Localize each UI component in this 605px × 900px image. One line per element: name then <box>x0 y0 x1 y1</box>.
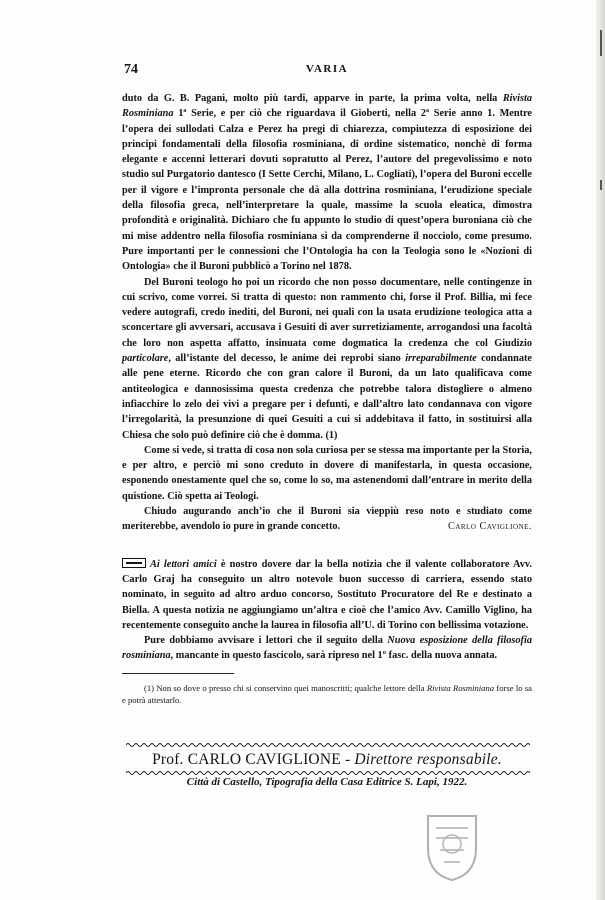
editor-line: Prof. CARLO CAVIGLIONE - Direttore responsabile. <box>152 751 502 768</box>
wavy-rule-top <box>126 742 530 748</box>
printer-imprint: Città di Castello, Tipografia della Casa Editrice S. Lapi, 1922. <box>186 776 468 788</box>
footnote-rule <box>122 673 234 674</box>
page-header <box>124 62 530 80</box>
editor-name: Prof. CARLO CAVIGLIONE <box>152 751 341 768</box>
edge-mark <box>600 30 602 56</box>
running-title: VARIA <box>305 63 349 75</box>
spacer <box>122 535 532 557</box>
editor-role: Direttore responsabile. <box>354 751 502 768</box>
footnote: (1) Non so dove o presso chi si conservino quei manoscritti; qualche lettore della Rivista Rosminiana forse lo sa e potrà attestarlo. <box>122 682 532 706</box>
journal-title: Rivista Rosminiana <box>122 93 532 120</box>
article-paragraph-4: Chiudo augurando anch’io che il Buroni sia vieppiù reso noto e studiato come meriterebbe, avendolo io pure in grande concetto. Carlo Caviglione. <box>122 504 532 535</box>
pointing-hand-icon <box>122 558 146 568</box>
text-body <box>122 91 532 707</box>
notice-paragraph-1: Ai lettori amici è nostro dovere dar la bella notizia che il valente collaboratore Avv. Carlo Graj ha conseguito un altro notevole buon successo di carriera, essendo stato nominato, in seguito ad altro arduo concorso, Sostituto Procuratore del Re e destinato a Biella. A questa notizia ne aggiungiamo un’altra e cioè che l’amico Avv. Camillo Viglino, ha recentemente conseguito anche la laurea in filosofia all’U. di Torino con bellissima votazione. <box>122 558 532 631</box>
author-signature: Carlo Caviglione. <box>447 521 532 533</box>
page-number: 74 <box>124 62 138 77</box>
page-edge-shadow <box>596 0 605 900</box>
library-stamp-icon <box>418 808 486 884</box>
article-paragraph-3: Come si vede, si tratta di cosa non sola curiosa per se stessa ma importante per la Storia, e per altro, e perciò mi sono creduto in dovere di manifestarla, in questa occasione, esponendo onestamente quel che so, come lo so, ma astenendomi dall’entrare in merito della quistione. Ciò spetta ai Teologi. <box>122 444 532 502</box>
notice-paragraph-2: Pure dobbiamo avvisare i lettori che il seguito della Nuova esposizione della filosofia rosminiana, mancante in questo fascicolo, sarà ripreso nel 1º fasc. della nuova annata. <box>122 635 532 662</box>
article-paragraph-1: duto da G. B. Pagani, molto più tardi, apparve in parte, la prima volta, nella Rivista Rosminiana 1ª Serie, e per ciò che riguardava il Gioberti, nella 2ª Serie anno 1. Mentre l’opera dei sullodati Calza e Perez ha pregi di chiarezza, compiutezza di esposizione dei principi fondamentali della filosofia rosminiana, di ordine sistematico, nonchè di forma elegante e accenni letterari dovuti sopratutto al Perez, l’autore del pregevolissimo e noto studio sul Purgatorio dantesco (I Sette Cerchi, Milano, L. Cogliati), l’opera del Buroni eccelle per il vigore e l’impronta personale che dà alla dottrina rosminiana, l’erudizione speciale della filosofia greca, nell’interpretare la quale, massime la scuola eleatica, dimostra profondità e originalità. Dichiaro che fu appunto lo studio di quest’opera buroniana ciò che mi mise addentro nella filosofia rosminiana sì da comprenderne il nocciolo, come presumo. Pure importanti per le connessioni che l’Ontologia ha con la Teologia sono le «Nozioni di Ontologia» che il Buroni pubblicò a Torino nel 1878. <box>122 93 532 273</box>
article-paragraph-2: Del Buroni teologo ho poi un ricordo che non posso documentare, nelle contingenze in cui scrivo, come vorrei. Si tratta di questo: non rammento chi, forse il Prof. Billia, mi fece vedere autografi, credo inediti, del Buroni, nei quali con la usata erudizione teologica atta a sconcertare gli avversari, accusava i Gesuiti di aver surretiziamente, arrogandosi una facoltà che loro non aspetta affatto, insinuata come dogmatica la credenza che col Giudizio particolare, all’istante del decesso, le anime dei reprobi siano irreparabilmente condannate alle pene eterne. Ricordo che con gran calore il Buroni, da un lato qualificava come antiteologica e dannosissima questa credenza che potrebbe talora distogliere o almeno infiacchire lo zelo dei vivi a pregare per i defunti, e dall’altro lato condannava con vigore l’irregolarità, la presunzione di quei Gesuiti a cui si addebitava il fatto, in sostituirsi alla Chiesa che solo può definire ciò che è domma. (1) <box>122 276 532 441</box>
edge-mark <box>600 180 602 190</box>
